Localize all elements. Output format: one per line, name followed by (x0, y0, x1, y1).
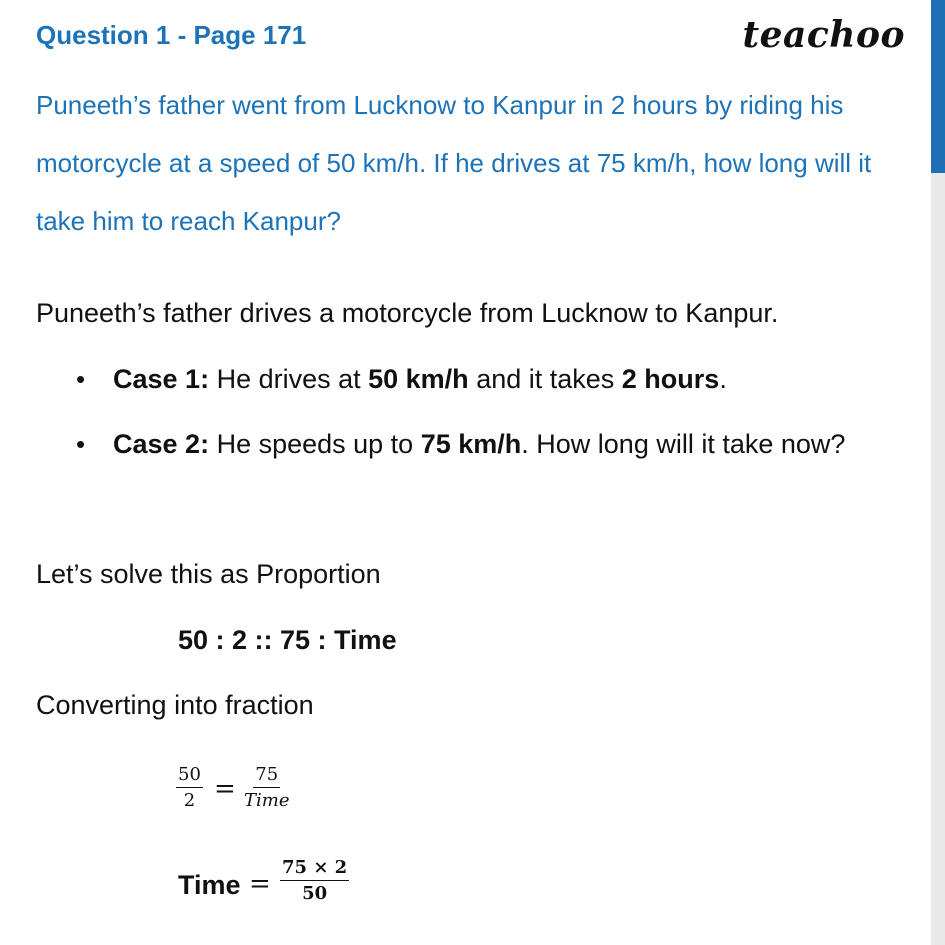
case-1-speed: 50 km/h (368, 364, 469, 394)
time-label: Time (178, 870, 241, 900)
bullet-icon: • (76, 429, 86, 459)
question-title: Question 1 - Page 171 (36, 20, 307, 50)
case-1-label: Case 1: (113, 364, 210, 394)
case-2-speed: 75 km/h (420, 429, 522, 459)
case-2-text: Case 2: He speeds up to 75 km/h. How long will it take now? (113, 429, 846, 459)
bullet-icon: • (76, 364, 86, 394)
proportion-text: 50 : 2 :: 75 : Time (178, 625, 397, 655)
equals-sign: = (249, 869, 271, 899)
equals-sign: = (214, 774, 236, 804)
case-1-text: Case 1: He drives at 50 km/h and it takes 2 hours. (113, 364, 727, 394)
intro-text: Puneeth’s father drives a motorcycle from Lucknow to Kanpur. (36, 298, 779, 328)
convert-text: Converting into fraction (36, 690, 314, 720)
solve-text: Let’s solve this as Proportion (36, 559, 381, 589)
scrollbar-track[interactable] (931, 0, 945, 945)
fraction-right: 75 Time (244, 764, 290, 811)
scrollbar-thumb[interactable] (931, 0, 945, 173)
fraction-left: $\frac{50}{2}$ (178, 764, 201, 811)
teachoo-logo: teachoo (742, 14, 905, 56)
time-fraction: $\frac{75 \times 2}{50}$ (282, 857, 348, 904)
question-text: Puneeth’s father went from Lucknow to Kanpur in 2 hours by riding his motorcycle at a speed of 50 km/h. If he drives at 75 km/h, how long will it take him to reach Kanpur? (36, 90, 872, 236)
case-2-label: Case 2: (113, 429, 210, 459)
case-1-time: 2 hours (621, 364, 720, 394)
